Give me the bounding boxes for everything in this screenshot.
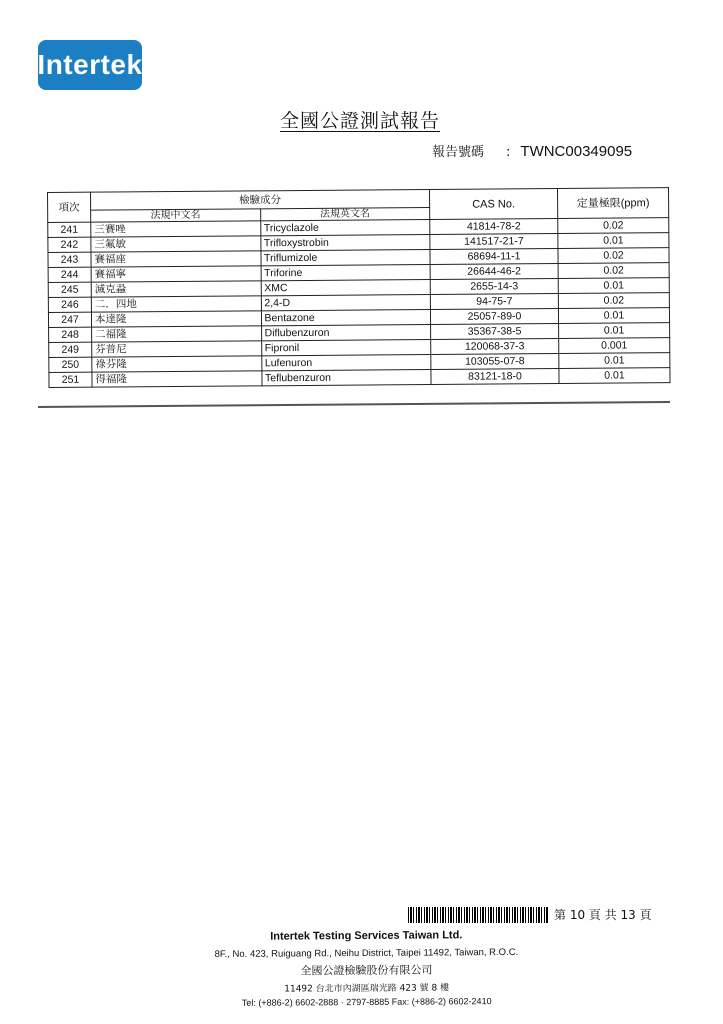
cell-en-name: Teflubenzuron [261,369,431,385]
report-number [432,141,632,160]
cell-cas: 120068-37-3 [431,338,559,354]
cell-item-no: 247 [48,312,91,327]
header-component: 檢驗成分 [91,189,430,210]
cell-cas: 2655-14-3 [430,278,558,294]
footer-address: 8F., No. 423, Ruiguang Rd., Neihu District, Taipei 11492, Taiwan, R.O.C. [214,946,519,961]
cell-item-no: 241 [48,222,91,237]
cell-cas: 68694-11-1 [430,248,558,264]
cell-item-no: 243 [48,252,91,267]
cell-en-name: Lufenuron [261,354,431,370]
cell-item-no: 251 [49,372,92,387]
page-indicator: 第 10 頁 共 13 頁 [554,908,652,922]
cell-limit: 0.02 [558,218,669,234]
cell-limit: 0.02 [558,293,669,309]
cell-zh-name: 祿芬隆 [92,356,262,372]
cell-limit: 0.01 [559,368,670,384]
cell-zh-name: 三賽唑 [91,221,261,237]
header-item: 項次 [48,192,91,222]
header-zh-name: 法規中文名 [91,209,261,222]
intertek-logo: Intertek [38,40,142,90]
divider-line [38,401,670,408]
cell-limit: 0.01 [559,323,670,339]
cell-cas: 94-75-7 [430,293,558,309]
cell-zh-name: 本達隆 [91,311,261,327]
cell-cas: 35367-38-5 [431,323,559,339]
cell-cas: 141517-21-7 [430,233,558,249]
cell-en-name: Triforine [261,264,431,280]
cell-item-no: 244 [48,267,91,282]
cell-limit: 0.02 [558,248,669,264]
cell-cas: 41814-78-2 [430,218,558,234]
barcode [408,907,548,923]
cell-zh-name: 賽福座 [91,251,261,267]
cell-limit: 0.02 [558,263,669,279]
cell-item-no: 250 [49,357,92,372]
cell-en-name: XMC [261,279,431,295]
report-number-value: TWNC00349095 [520,143,633,160]
header-limit: 定量極限(ppm) [557,188,668,219]
cell-cas: 83121-18-0 [431,368,559,384]
cell-en-name: Diflubenzuron [261,324,431,340]
cell-cas: 103055-07-8 [431,353,559,369]
cell-zh-name: 二福隆 [92,326,262,342]
cell-zh-name: 滅克蝨 [91,281,261,297]
cell-en-name: Triflumizole [260,249,430,265]
cell-zh-name: 二．四地 [91,296,261,312]
cell-zh-name: 賽福寧 [91,266,261,282]
cell-item-no: 242 [48,237,91,252]
cell-item-no: 246 [48,297,91,312]
cell-limit: 0.01 [558,308,669,324]
cell-limit: 0.01 [558,233,669,249]
cell-en-name: Tricyclazole [260,219,430,235]
cell-zh-name: 三氟敏 [91,236,261,252]
cell-en-name: Bentazone [261,309,431,325]
header-cas: CAS No. [429,188,557,219]
cell-en-name: 2,4-D [261,294,431,310]
report-title: 全國公證測試報告 [280,110,441,132]
cell-limit: 0.01 [559,353,670,369]
report-number-label: 報告號碼 [432,145,485,160]
cell-cas: 26644-46-2 [430,263,558,279]
footer-zh-address: 11492 台北市內湖區瑞光路 423 號 8 樓 [284,983,450,995]
footer [0,927,723,1009]
cell-item-no: 245 [48,282,91,297]
cell-zh-name: 得福隆 [92,371,262,387]
report-number-colon: : [506,145,511,160]
cell-en-name: Fipronil [261,339,431,355]
cell-item-no: 248 [49,327,92,342]
analysis-table-wrapper [47,187,671,388]
cell-zh-name: 芬普尼 [92,341,262,357]
footer-zh-company: 全國公證檢驗股份有限公司 [300,963,433,978]
cell-limit: 0.001 [559,338,670,354]
analysis-table [47,187,671,388]
footer-tel: Tel: (+886-2) 6602-2888 · 2797-8885 Fax: (+886-2) 6602-2410 [241,996,492,1008]
cell-en-name: Trifloxystrobin [260,234,430,250]
cell-item-no: 249 [49,342,92,357]
header-en-name: 法規英文名 [260,207,430,220]
cell-cas: 25057-89-0 [430,308,558,324]
footer-company: Intertek Testing Services Taiwan Ltd. [270,929,463,943]
table-body [48,218,670,388]
cell-limit: 0.01 [558,278,669,294]
